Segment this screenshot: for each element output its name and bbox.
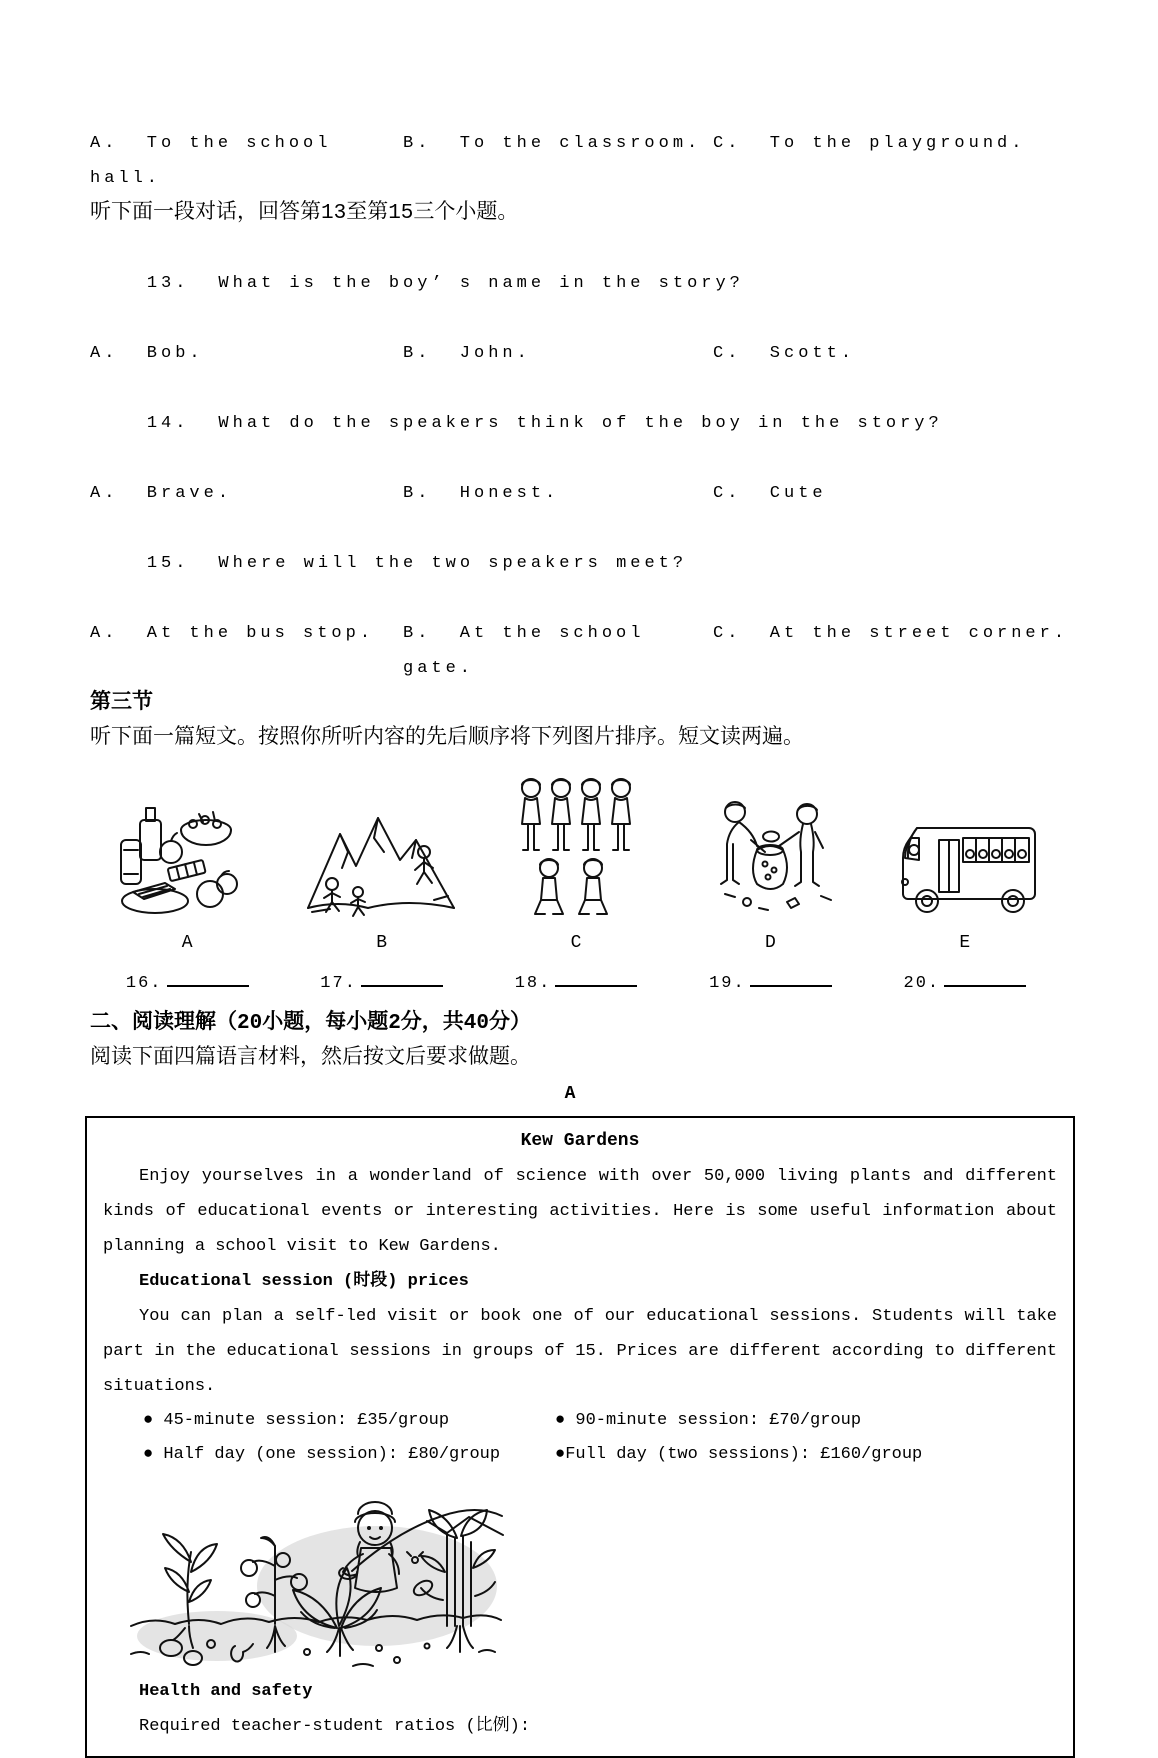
passage-label: A: [564, 1084, 576, 1104]
question-15-number: 15.: [146, 554, 190, 573]
question-15-text: Where will the two speakers meet?: [218, 554, 688, 573]
question-13-number: 13.: [146, 274, 190, 293]
option-b: B. Honest.: [403, 484, 560, 503]
mountain-hiking-picture: [304, 808, 459, 920]
answer-number-17: 17.: [320, 974, 357, 993]
answer-blank-20: [868, 963, 1062, 1000]
reading-instruction: 阅读下面四篇语言材料，然后按文后要求做题。: [90, 1047, 531, 1070]
picnic-food-picture: [117, 802, 257, 920]
scout-group-picture: [515, 772, 637, 920]
picture-label-a: A: [181, 933, 193, 953]
answer-blank-17: [284, 963, 478, 1000]
question-15-options: [90, 616, 1070, 686]
bullet-45-minute: ● 45-minute session: £35/group: [143, 1411, 450, 1430]
answer-line-20: [944, 963, 1026, 987]
picture-labels: [90, 926, 1062, 961]
picture-label-e: E: [959, 933, 971, 953]
question-12-options: [90, 126, 1070, 196]
option-c: C. To the playground.: [713, 134, 1026, 153]
option-a: A. To the school hall.: [90, 134, 346, 188]
passage-box: [85, 1116, 1075, 1758]
bullet-full-day: ●Full day (two sessions): £160/group: [555, 1445, 923, 1464]
bullet-half-day: ● Half day (one session): £80/group: [143, 1445, 501, 1464]
option-a: A. At the bus stop.: [90, 624, 375, 643]
question-15: [90, 511, 1138, 616]
answer-number-16: 16.: [125, 974, 163, 993]
option-a: A. Brave.: [90, 484, 233, 503]
reading-section-title: 二、阅读理解（20小题，每小题2分，共40分）: [90, 1012, 532, 1035]
question-14: [90, 371, 1138, 476]
answer-blank-16: [90, 963, 284, 1000]
answer-line-19: [750, 963, 832, 987]
picture-a-cell: [90, 802, 284, 920]
picture-label-b: B: [376, 933, 388, 953]
passage-title: Kew Gardens: [520, 1131, 640, 1151]
question-13-text: What is the boy’ s name in the story?: [218, 274, 744, 293]
section3-title: 第三节: [90, 692, 153, 715]
answer-line-16: [167, 963, 249, 987]
passage-paragraph-2: You can plan a self-led visit or book one of our educational sessions. Students will take part in the educational sessions in groups of 15. Prices are different according to different situations.: [103, 1307, 1057, 1396]
answer-number-18: 18.: [514, 974, 552, 993]
question-14-options: [90, 476, 1070, 511]
answer-number-19: 19.: [709, 974, 746, 993]
option-c: C. Cute: [713, 484, 827, 503]
question-14-text: What do the speakers think of the boy in the story?: [218, 414, 943, 433]
picture-c-cell: [479, 772, 673, 920]
option-a: A. Bob.: [90, 344, 204, 363]
health-heading: Health and safety: [139, 1682, 313, 1701]
collecting-litter-picture: [695, 790, 845, 920]
ratios-line: Required teacher-student ratios (比例):: [139, 1717, 531, 1736]
bullet-90-minute: ● 90-minute session: £70/group: [555, 1411, 862, 1430]
option-b: B. At the school gate.: [403, 624, 659, 678]
picture-e-cell: [868, 816, 1062, 920]
option-b: B. John.: [403, 344, 531, 363]
answer-blanks-row: [90, 963, 1062, 1000]
garden-illustration: [127, 1476, 505, 1674]
school-bus-picture: [887, 816, 1042, 920]
picture-label-c: C: [570, 933, 582, 953]
garden-illustration-wrap: [127, 1476, 505, 1674]
picture-b-cell: [284, 808, 478, 920]
picture-d-cell: [673, 790, 867, 920]
passage-paragraph-1: Enjoy yourselves in a wonderland of science with over 50,000 living plants and different kinds of educational events or interesting activities. Here is some useful information about planning a school visit to Kew Gardens.: [103, 1167, 1057, 1256]
answer-blank-19: [673, 963, 867, 1000]
option-c: C. Scott.: [713, 344, 856, 363]
picture-label-d: D: [765, 933, 776, 953]
prices-heading: Educational session (时段) prices: [139, 1272, 469, 1291]
option-c: C. At the street corner.: [713, 624, 1069, 643]
question-13: [90, 231, 1138, 336]
answer-line-18: [555, 963, 637, 987]
price-bullets-row-2: [103, 1438, 1057, 1472]
dialog-instruction: 听下面一段对话，回答第13至第15三个小题。: [90, 202, 519, 225]
section3-instruction: 听下面一篇短文。按照你所听内容的先后顺序将下列图片排序。短文读两遍。: [90, 727, 804, 750]
answer-blank-18: [479, 963, 673, 1000]
question-14-number: 14.: [146, 414, 190, 433]
question-13-options: [90, 336, 1070, 371]
answer-line-17: [361, 963, 443, 987]
answer-number-20: 20.: [903, 974, 941, 993]
price-bullets-row-1: [103, 1404, 1057, 1438]
option-b: B. To the classroom.: [403, 134, 702, 153]
picture-strip: [90, 770, 1062, 920]
